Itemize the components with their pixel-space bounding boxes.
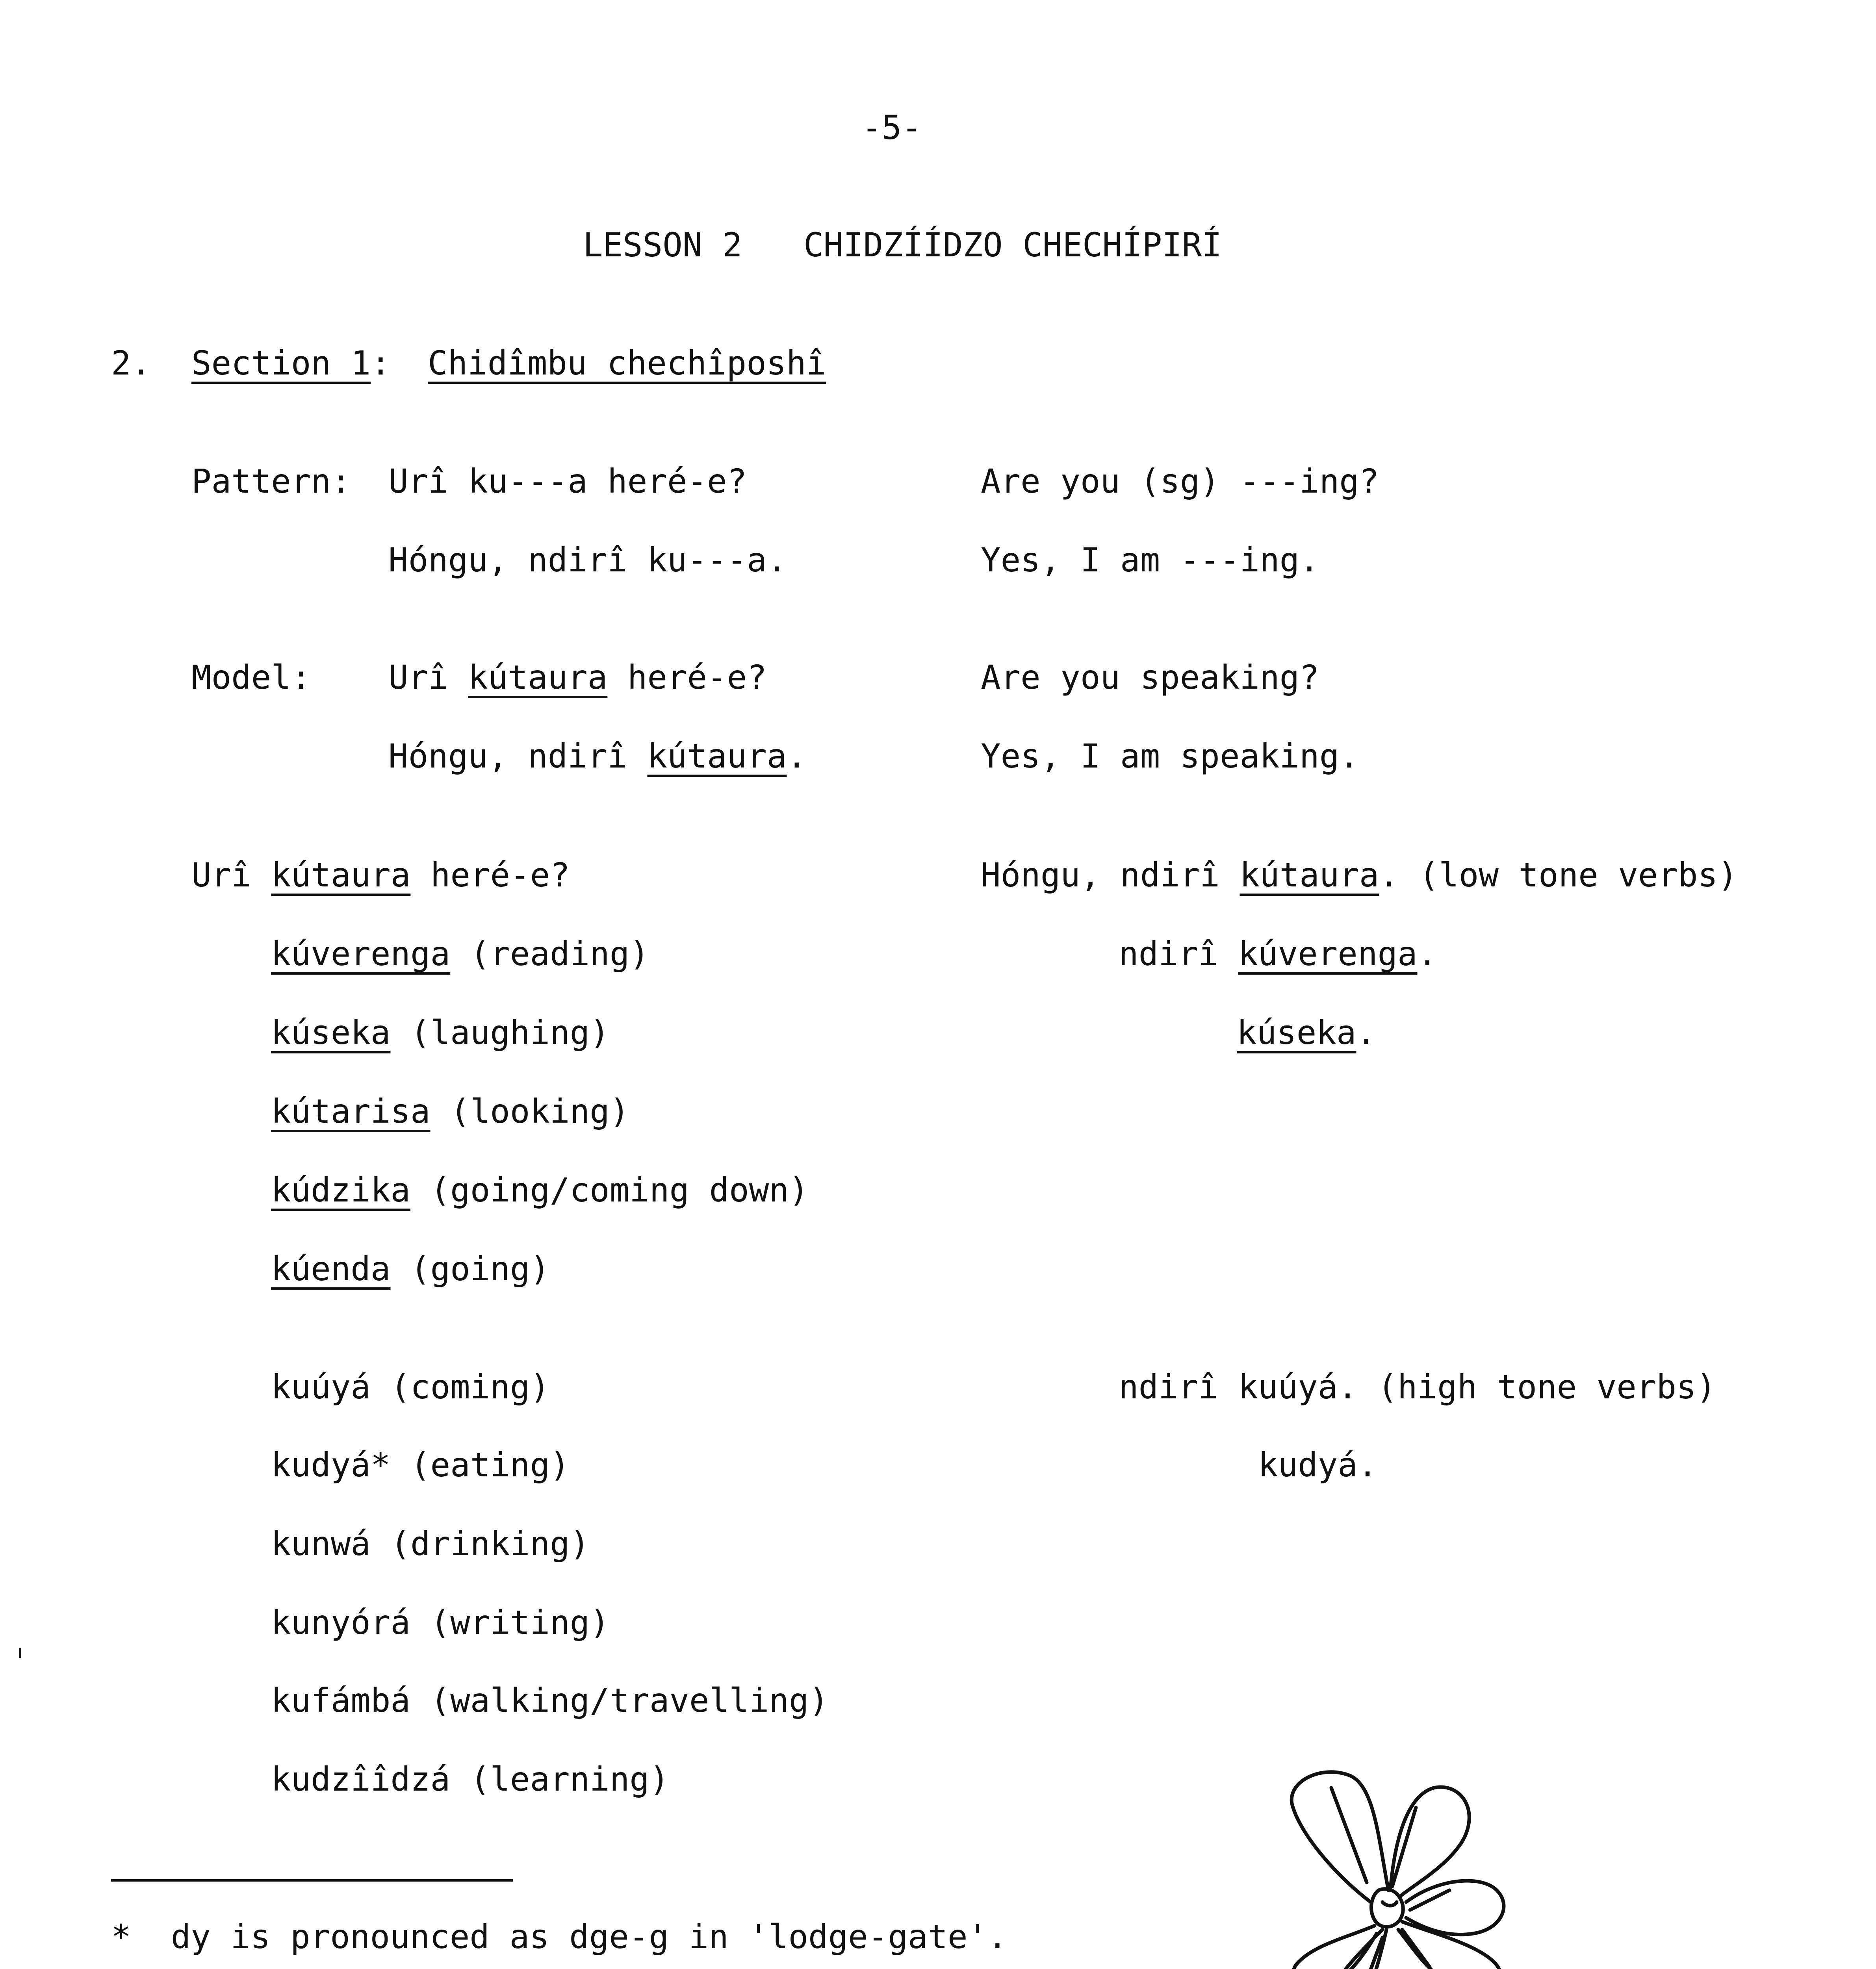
low-tone-response	[1119, 934, 1438, 973]
low-tone-response	[1237, 1013, 1377, 1052]
flower-drawing	[1276, 1760, 1544, 1969]
model-question-verb: kútaura	[468, 658, 608, 697]
drill-response	[981, 858, 1738, 892]
low-tone-response-suffix: .	[1417, 934, 1438, 973]
lesson-number: LESSON 2	[583, 226, 742, 264]
drill-response-suffix: . (low tone verbs)	[1379, 856, 1738, 894]
drill-prompt-verb: kútaura	[271, 856, 411, 894]
low-tone-response-verb: kúverenga	[1238, 934, 1418, 973]
model-question-translation: Are you speaking?	[981, 658, 1319, 697]
page-number: -5-	[862, 108, 922, 147]
model-question	[388, 658, 767, 697]
low-tone-gloss: (reading)	[450, 934, 649, 973]
section-label: Section 1	[191, 344, 371, 382]
model-question-suffix: heré-e?	[607, 658, 767, 697]
low-tone-verb-item	[271, 934, 649, 973]
low-tone-verb: kúenda	[271, 1250, 391, 1288]
low-tone-verb: kúseka	[271, 1013, 391, 1052]
low-tone-verb-item	[271, 1171, 809, 1209]
drill-prompt	[191, 858, 570, 892]
drill-prompt-prefix: Urî	[191, 856, 271, 894]
high-tone-response: ndirî kuúyá. (high tone verbs)	[1119, 1368, 1716, 1406]
drill-response-verb: kútaura	[1240, 856, 1379, 894]
model-answer-translation: Yes, I am speaking.	[981, 737, 1359, 775]
high-tone-response: kudyá.	[1258, 1446, 1378, 1484]
model-answer-prefix: Hóngu, ndirî	[388, 737, 648, 775]
high-tone-verb-item: kunyórá (writing)	[271, 1603, 610, 1642]
footnote-separator	[111, 1879, 513, 1882]
footnote-text: * dy is pronounced as dge-g in 'lodge-gate'.	[111, 1917, 1008, 1956]
high-tone-verb-item: kudyá* (eating)	[271, 1446, 570, 1484]
model-answer-verb: kútaura	[647, 737, 787, 775]
drill-prompt-suffix: heré-e?	[410, 856, 570, 894]
low-tone-gloss: (going)	[390, 1250, 550, 1288]
section-number: 2.	[111, 344, 151, 382]
model-answer-suffix: .	[787, 737, 807, 775]
section-heading	[191, 344, 391, 382]
scan-mark	[19, 1648, 21, 1658]
pattern-answer: Hóngu, ndirî ku---a.	[388, 541, 787, 579]
low-tone-verb-item	[271, 1250, 550, 1288]
pattern-answer-translation: Yes, I am ---ing.	[981, 541, 1319, 579]
model-answer	[388, 737, 807, 775]
high-tone-verb-item: kuúyá (coming)	[271, 1368, 550, 1406]
low-tone-response-prefix: ndirî	[1119, 934, 1238, 973]
section-title: Chidîmbu chechîposhî	[428, 344, 826, 382]
low-tone-gloss: (looking)	[430, 1092, 630, 1131]
drill-response-prefix: Hóngu, ndirî	[981, 856, 1240, 894]
low-tone-verb-item	[271, 1013, 610, 1052]
low-tone-verb-item	[271, 1092, 630, 1131]
low-tone-response-verb: kúseka	[1237, 1013, 1356, 1052]
high-tone-verb-item: kufámbá (walking/travelling)	[271, 1681, 829, 1720]
lesson-title: CHIDZÍÍDZO CHECHÍPIRÍ	[803, 226, 1222, 264]
low-tone-response-suffix: .	[1356, 1013, 1377, 1052]
low-tone-gloss: (laughing)	[390, 1013, 610, 1052]
pattern-question: Urî ku---a heré-e?	[388, 462, 747, 501]
high-tone-verb-item: kudzîîdzá (learning)	[271, 1760, 670, 1798]
pattern-label: Pattern:	[191, 462, 351, 501]
section-colon: :	[371, 344, 391, 382]
model-question-prefix: Urî	[388, 658, 468, 697]
model-label: Model:	[191, 658, 311, 697]
low-tone-verb: kútarisa	[271, 1092, 430, 1131]
low-tone-verb: kúverenga	[271, 934, 451, 973]
pattern-question-translation: Are you (sg) ---ing?	[981, 462, 1379, 501]
low-tone-gloss: (going/coming down)	[410, 1171, 809, 1209]
high-tone-verb-item: kunwá (drinking)	[271, 1524, 590, 1563]
low-tone-verb: kúdzika	[271, 1171, 411, 1209]
